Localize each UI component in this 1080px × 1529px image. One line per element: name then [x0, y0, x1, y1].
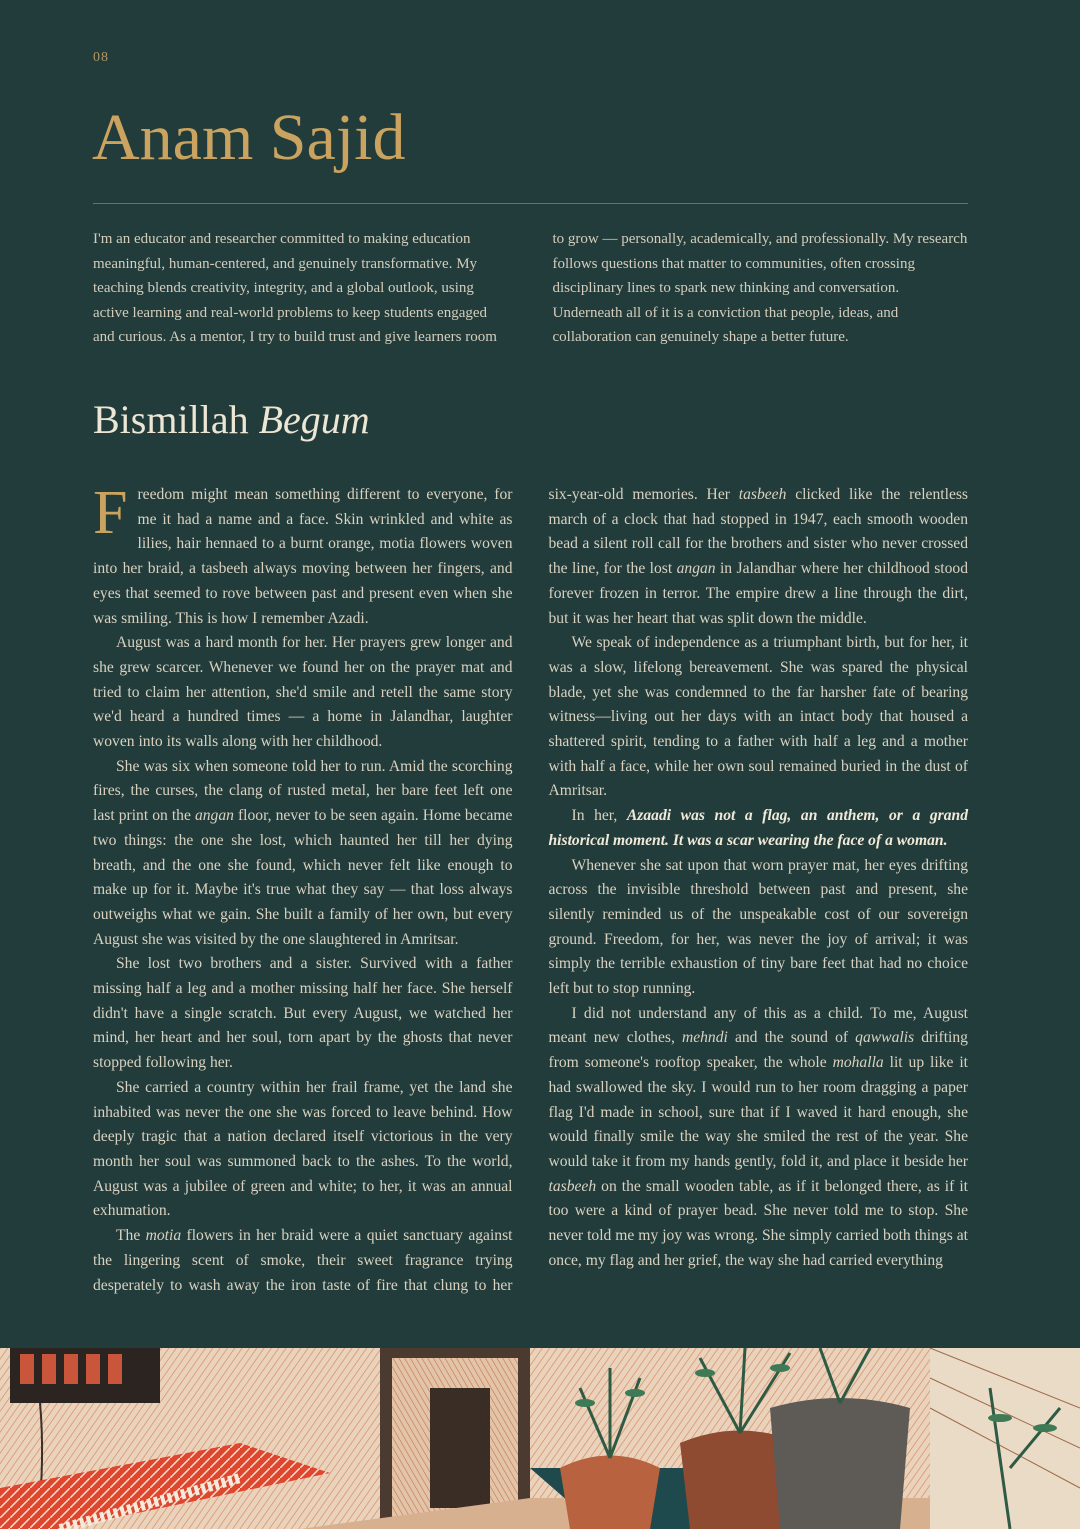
paragraph: In her, Azaadi was not a flag, an anthem, or a grand historical moment. It was a scar wearing the face of a woman.: [548, 807, 968, 849]
paragraph: Whenever she sat upon that worn prayer mat, her eyes drifting across the invisible threshold between past and present, she silently reminded us of the unspeakable cost of our sovereign ground. Freedom, for her, was never the joy of arrival; it was simply the terrible exhaustion of tiny bare feet that had no choice left but to stop running.: [548, 856, 968, 998]
author-name: Anam Sajid: [92, 101, 406, 174]
story-title-italic: Begum: [258, 397, 370, 442]
drop-cap: F: [93, 479, 128, 547]
story-body: [93, 479, 969, 1303]
story-title-plain: Bismillah: [93, 397, 249, 442]
divider: [93, 203, 968, 204]
paragraph: Freedom might mean something different to everyone, for me it had a name and a face. Skin wrinkled and white as lilies, hair hennaed to a burnt orange, motia flowers woven into her braid, a tasbeeh always moving between her fingers, and eyes that seemed to rove between past and present even when she was smiling. This is how I remember Azadi.: [93, 479, 513, 627]
paragraph: She lost two brothers and a sister. Survived with a father missing half a leg and a mother missing half her face. She herself didn't have a single scratch. But every August, we watched her mind, her heart and her soul, torn apart by the ghosts that never stopped following her.: [93, 955, 513, 1072]
paragraph: The motia flowers in her braid were a quiet sanctuary against the lingering scent of smoke, their sweet fragrance trying desperately to wash away the iron taste of fire that clung to her six-year-old memories. Her tasbeeh clicked like the relentless march of a clock that had stopped in 1947, each smooth wooden bead a silent roll call for the brothers and sister who never crossed the line, for the lost angan in Jalandhar where her childhood stood forever frozen in terror. The empire drew a line through the dirt, but it was her heart that was split down the middle.: [93, 486, 969, 1294]
paragraph: I did not understand any of this as a child. To me, August meant new clothes, mehndi and the sound of qawwalis drifting from someone's rooftop speaker, the whole mohalla lit up like it had swallowed the sky. I would run to her room dragging a paper flag I'd made in school, sure that if I waved it hard enough, she would finally smile the way she smiled the rest of the year. She would take it from my hands gently, fold it, and place it beside her tasbeeh on the small wooden table, as if it belonged there, as if it too were a kind of prayer bead. She never told me to stop. She never told me my joy was wrong. She simply carried both things at once, my flag and her grief, the way she had carried everything: [548, 1004, 968, 1269]
pull-quote: Azaadi was not a flag, an anthem, or a grand historical moment. It was a scar wearing the face of a woman.: [548, 807, 968, 849]
author-bio: [93, 227, 968, 350]
paragraph: We speak of independence as a triumphant birth, but for her, it was a slow, lifelong bereavement. She was spared the physical blade, yet she was condemned to the far harsher fate of bearing witness—living out her days with an intact body that housed a shattered spirit, tending to a father with half a leg and a mother with half a face, while her own soul remained buried in the dust of Amritsar.: [548, 634, 968, 800]
author-bio-text: I'm an educator and researcher committed to making education meaningful, human-centered, and genuinely transformative. My teaching blends creativity, integrity, and a global outlook, using active learning and real-world problems to keep students engaged and curious. As a mentor, I try to build trust and give learners room to grow — personally, academically, and professionally. My research follows questions that matter to communities, often crossing disciplinary lines to spark new thinking and conversation. Underneath all of it is a conviction that people, ideas, and collaboration can genuinely shape a better future.: [93, 231, 968, 346]
paragraph: She was six when someone told her to run. Amid the scorching fires, the curses, the clang of rusted metal, her bare feet left one last print on the angan floor, never to be seen again. Home became two things: the one she lost, which haunted her till her dying breath, and the one she found, which never felt like enough to make up for it. Maybe it's true what they say — that loss always outweighs what we gain. She built a family of her own, but every August she was visited by the one slaughtered in Amritsar.: [93, 757, 513, 948]
story-title: [93, 398, 370, 442]
page-number: 08: [93, 50, 109, 65]
illustration-art: [0, 1348, 1080, 1529]
paragraph: August was a hard month for her. Her prayers grew longer and she grew scarcer. Whenever we found her on the prayer mat and tried to claim her attention, she'd smile and retell the same story we'd heard a hundred times — a home in Jalandhar, laughter woven into its walls along with her childhood.: [93, 634, 513, 751]
courtyard-illustration: [0, 1348, 1080, 1529]
paragraph: She carried a country within her frail frame, yet the land she inhabited was never the one she was forced to leave behind. How deeply tragic that a nation declared itself victorious in the very month her soul was summoned back to the ashes. To the world, August was a jubilee of green and white; to her, it was an annual exhumation.: [93, 1078, 513, 1220]
